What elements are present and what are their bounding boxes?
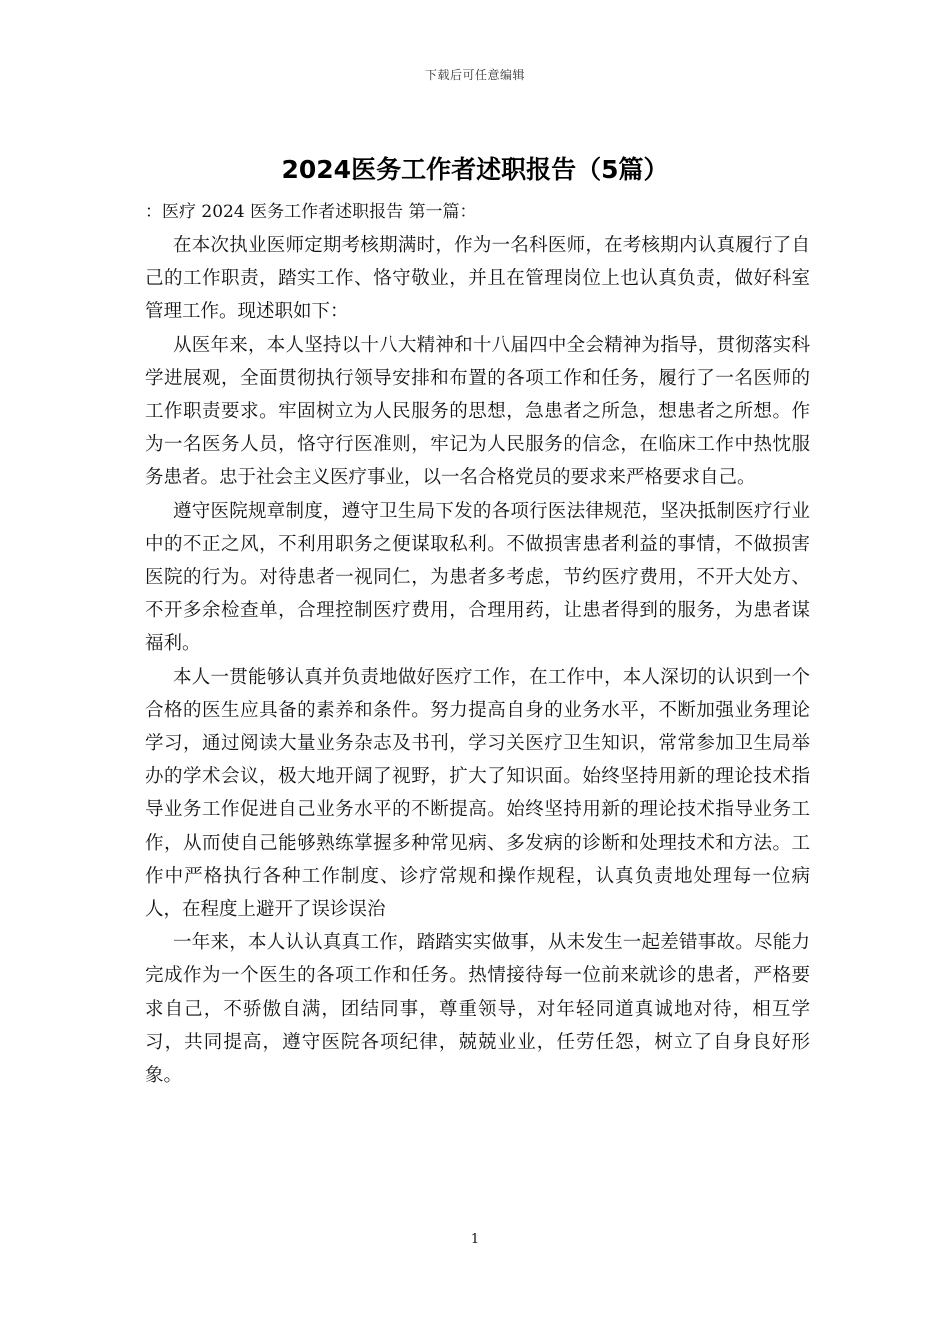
paragraph-4: 本人一贯能够认真并负责地做好医疗工作，在工作中，本人深切的认识到一个合格的医生应具备的素养和条件。努力提高自身的业务水平，不断加强业务理论学习，通过阅读大量业务杂志及书刊，学习关医疗卫生知识，常常参加卫生局举办的学术会议，极大地开阔了视野，扩大了知识面。始终坚持用新的理论技术指导业务工作促进自己业务水平的不断提高。始终坚持用新的理论技术指导业务工作，从而使自己能够熟练掌握多种常见病、多发病的诊断和处理技术和方法。工作中严格执行各种工作制度、诊疗常规和操作规程，认真负责地处理每一位病人，在程度上避开了误诊误治 <box>145 666 810 921</box>
document-body <box>145 196 810 1092</box>
document-title: 2024医务工作者述职报告（5篇） <box>281 155 669 184</box>
page-number: 1 <box>470 1232 480 1247</box>
paragraph-1: 在本次执业医师定期考核期满时，作为一名科医师，在考核期内认真履行了自己的工作职责，踏实工作、恪守敬业，并且在管理岗位上也认真负责，做好科室管理工作。现述职如下： <box>145 235 810 323</box>
paragraph-2: 从医年来，本人坚持以十八大精神和十八届四中全会精神为指导，贯彻落实科学进展观，全面贯彻执行领导安排和布置的各项工作和任务，履行了一名医师的工作职责要求。牢固树立为人民服务的思想，急患者之所急，想患者之所想。作为一名医务人员，恪守行医准则，牢记为人民服务的信念，在临床工作中热忱服务患者。忠于社会主义医疗事业，以一名合格党员的要求来严格要求自己。 <box>145 334 810 489</box>
page-header: 下载后可任意编辑 <box>424 68 525 82</box>
section-subtitle: ：医疗 2024 医务工作者述职报告 第一篇： <box>145 202 477 222</box>
paragraph-3: 遵守医院规章制度，遵守卫生局下发的各项行医法律规范，坚决抵制医疗行业中的不正之风，不利用职务之便谋取私利。不做损害患者利益的事情，不做损害医院的行为。对待患者一视同仁，为患者多考虑，节约医疗费用，不开大处方、不开多余检查单，合理控制医疗费用，合理用药，让患者得到的服务，为患者谋福利。 <box>145 500 810 655</box>
paragraph-5: 一年来，本人认认真真工作，踏踏实实做事，从未发生一起差错事故。尽能力完成作为一个医生的各项工作和任务。热情接待每一位前来就诊的患者，严格要求自己，不骄傲自满，团结同事，尊重领导，对年轻同道真诚地对待，相互学习，共同提高，遵守医院各项纪律，兢兢业业，任劳任怨，树立了自身良好形象。 <box>145 932 810 1087</box>
